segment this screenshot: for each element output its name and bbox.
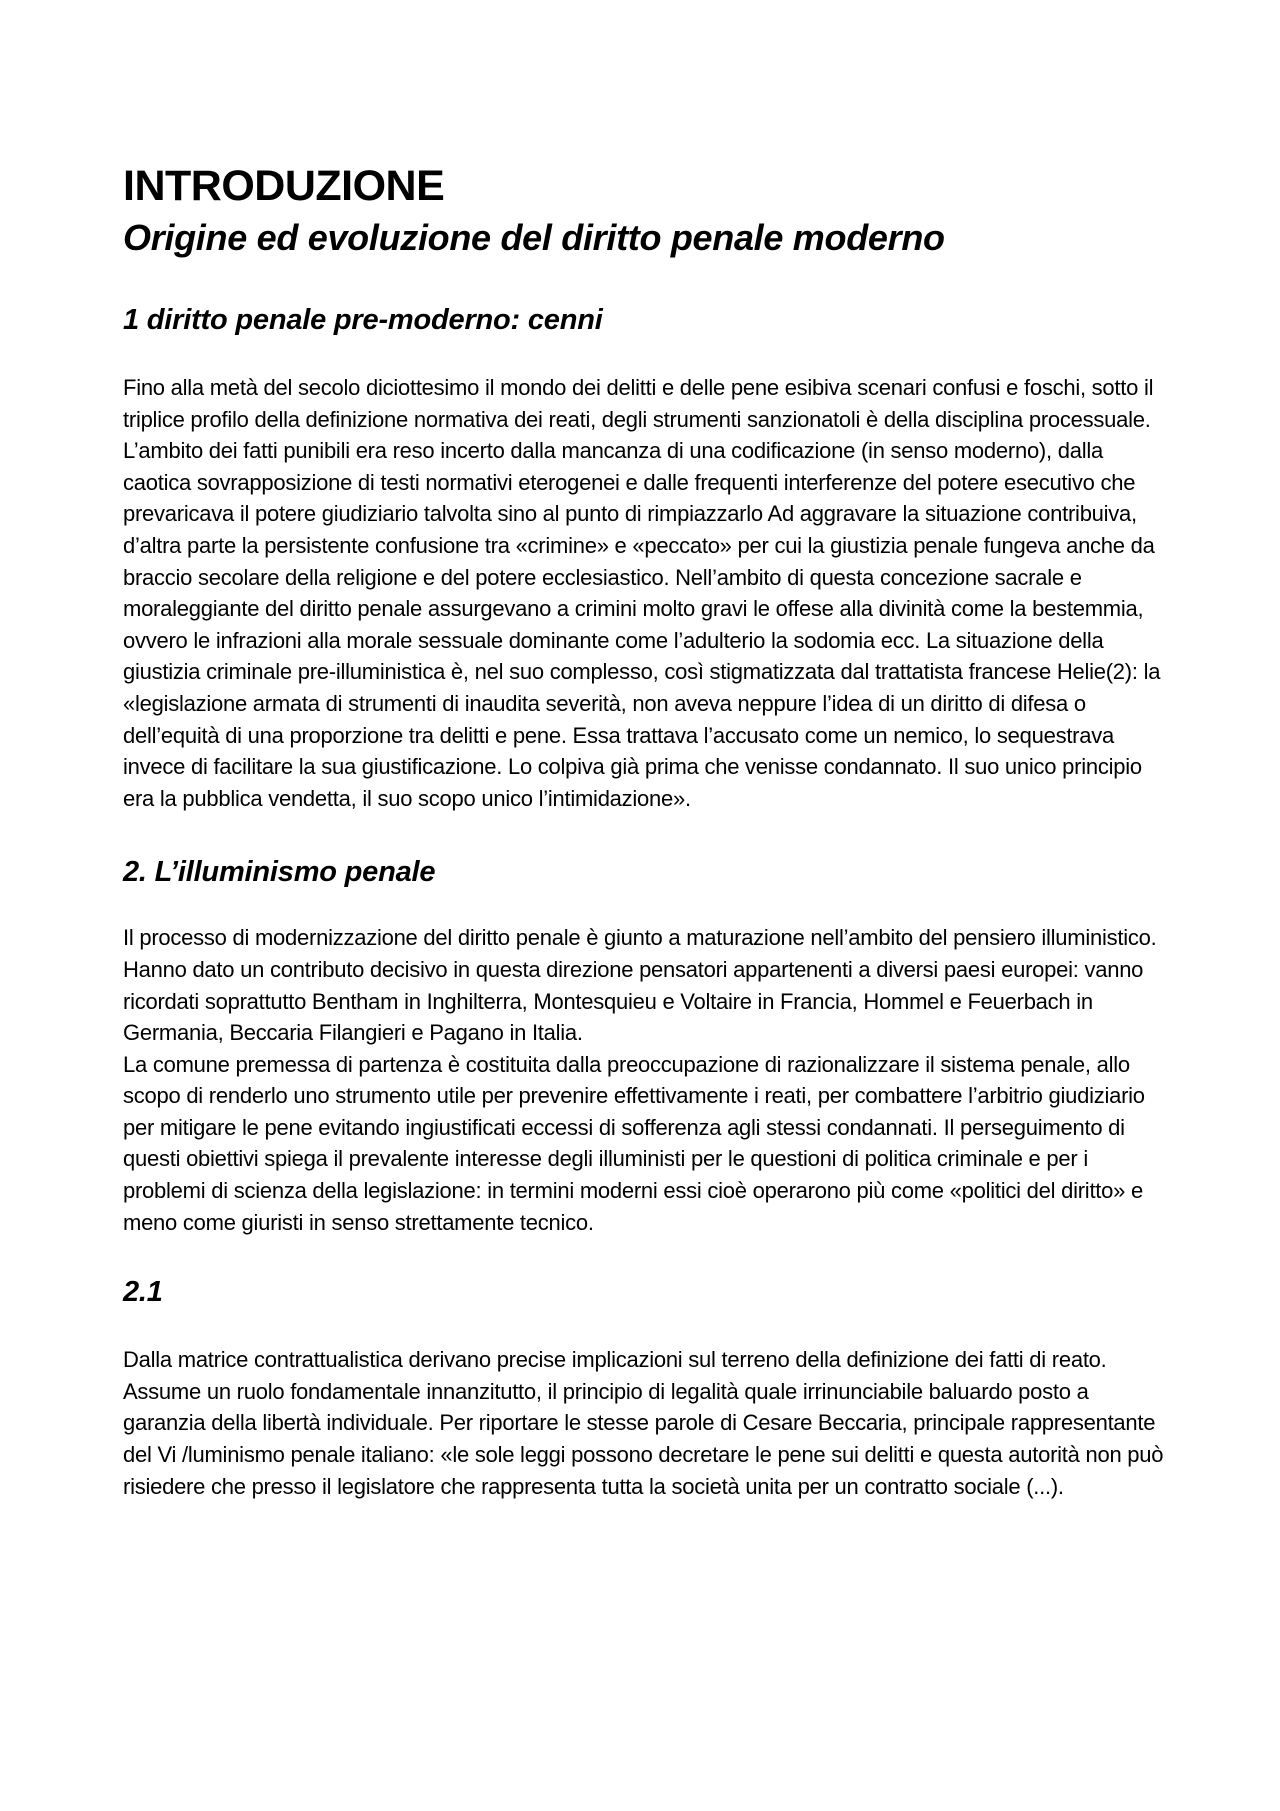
section-heading-premoderno: 1 diritto penale pre-moderno: cenni (123, 304, 603, 336)
paragraph-contrattualistica: Dalla matrice contrattualistica derivano precise implicazioni sul terreno della definizione dei fatti di reato. Assume un ruolo fondamentale innanzitutto, il principio di legalità quale irrinunciabile baluardo posto a garanzia della libertà individuale. Per riportare le stesse parole di Cesare Beccaria, principale rappresentante del Vi /luminismo penale italiano: «le sole leggi possono decretare le pene sui delitti e questa autorità non può risiedere che presso il legislatore che rappresenta tutta la società unita per un contratto sociale (...). (123, 1347, 1164, 1499)
document-title: INTRODUZIONE (123, 162, 445, 210)
paragraph-illuminismo-1: Il processo di modernizzazione del diritto penale è giunto a maturazione nell’ambito del pensiero illuministico. Hanno dato un contributo decisivo in questa direzione pensatori appartenenti a diversi paesi europei: vanno ricordati soprattutto Bentham in Inghilterra, Montesquieu e Voltaire in Francia, Hommel e Feuerbach in Germania, Beccaria Filangieri e Pagano in Italia. (123, 925, 1157, 1046)
document-page (123, 160, 1173, 1502)
section-heading-illuminismo: 2. L’illuminismo penale (123, 856, 436, 889)
section-heading-2-1: 2.1 (123, 1276, 163, 1309)
document-subtitle: Origine ed evoluzione del diritto penale moderno (123, 217, 945, 258)
paragraph-premoderno: Fino alla metà del secolo diciottesimo il mondo dei delitti e delle pene esibiva scenari confusi e foschi, sotto il triplice profilo della definizione normativa dei reati, degli strumenti sanzionatoli è della disciplina processuale. L’ambito dei fatti punibili era reso incerto dalla mancanza di una codificazione (in senso moderno), dalla caotica sovrapposizione di testi normativi eterogenei e dalle frequenti interferenze del potere esecutivo che prevaricava il potere giudiziario talvolta sino al punto di rimpiazzarlo Ad aggravare la situazione contribuiva, d’altra parte la persistente confusione tra «crimine» e «peccato» per cui la giustizia penale fungeva anche da braccio secolare della religione e del potere ecclesiastico. Nell’ambito di questa concezione sacrale e moraleggiante del diritto penale assurgevano a crimini molto gravi le offese alla divinità come la bestemmia, ovvero le infrazioni alla morale sessuale dominante come l’adulterio la sodomia ecc. La situazione della giustizia criminale pre-illuministica è, nel suo complesso, così stigmatizzata dal trattatista francese Helie(2): la «legislazione armata di strumenti di inaudita severità, non aveva neppure l’idea di un diritto di difesa o dell’equità di una proporzione tra delitti e pene. Essa trattava l’accusato come un nemico, lo sequestrava invece di facilitare la sua giustificazione. Lo colpiva già prima che venisse condannato. Il suo unico principio era la pubblica vendetta, il suo scopo unico l’intimidazione». (123, 375, 1161, 811)
paragraph-illuminismo-2: La comune premessa di partenza è costituita dalla preoccupazione di razionalizzare il sistema penale, allo scopo di renderlo uno strumento utile per prevenire effettivamente i reati, per combattere l’arbitrio giudiziario per mitigare le pene evitando ingiustificati eccessi di sofferenza agli stessi condannati. Il perseguimento di questi obiettivi spiega il prevalente interesse degli illuministi per le questioni di politica criminale e per i problemi di scienza della legislazione: in termini moderni essi cioè operarono più come «politici del diritto» e meno come giuristi in senso strettamente tecnico. (123, 1051, 1145, 1235)
